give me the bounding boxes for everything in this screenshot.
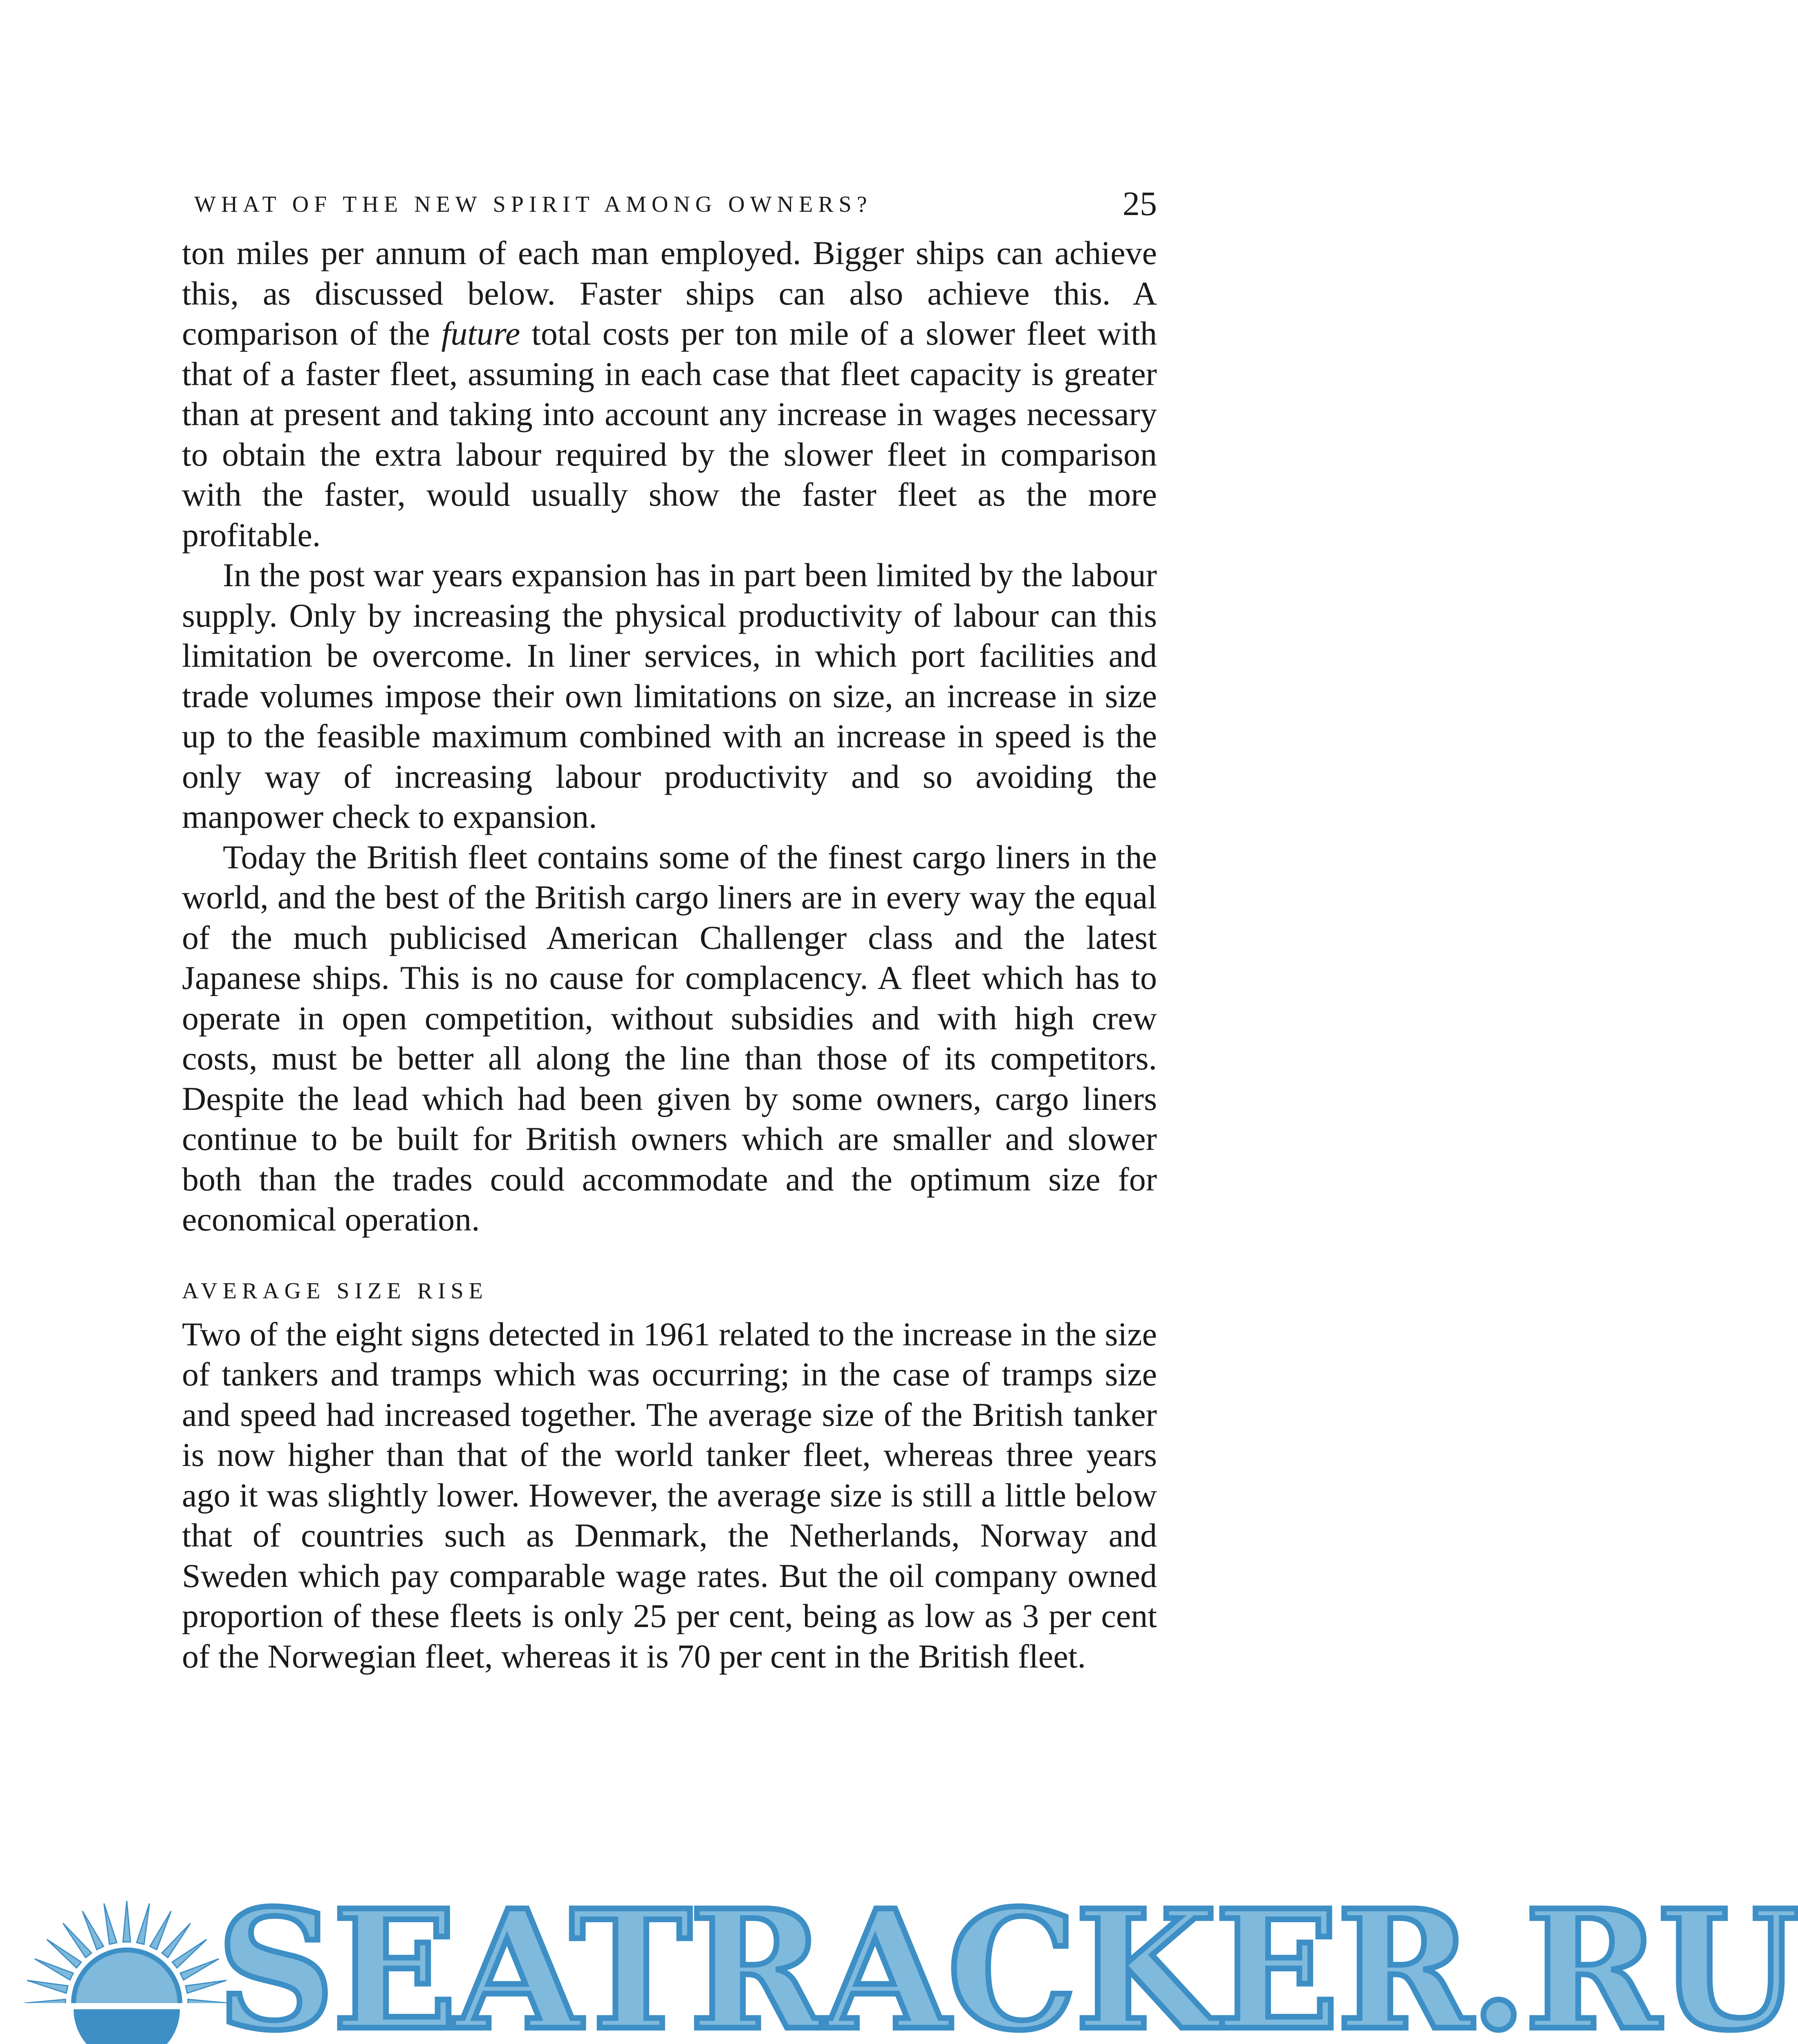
watermark <box>25 1868 1798 2044</box>
running-title: WHAT OF THE NEW SPIRIT AMONG OWNERS? <box>194 192 872 217</box>
page-number: 25 <box>1123 185 1157 223</box>
paragraph-1-part-a: ton miles per annum of each man employed. Bigger ships can achieve this, as discussed below. Faster ships can also achieve this. A comparison of the <box>182 234 1157 352</box>
sun-ray <box>25 1999 65 2007</box>
paragraph-3: Today the British fleet contains some of the finest cargo liners in the world, and the best of the British cargo liners are in every way the equal of the much publicised American Challenger class and the latest Japanese ships. This is no cause for complacency. A fleet which has to operate in open competition, without subsidies and with high crew costs, must be better all along the line than those of its competitors. Despite the lead which had been given by some owners, cargo liners continue to be built for British owners which are smaller and slower both than the trades could accommodate and the optimum size for economical operation. <box>182 838 1157 1238</box>
sun-ray <box>27 1980 68 1993</box>
sun-ray <box>47 2038 81 2044</box>
sun-icon <box>25 1868 229 2044</box>
sun-ray <box>35 1959 73 1980</box>
watermark-text: SEATRACKER.RU <box>217 1874 1798 2044</box>
paragraph-1 <box>182 233 1157 555</box>
running-head <box>182 184 1157 233</box>
sun-ray <box>104 1903 117 1944</box>
paragraph-1-part-b: total costs per ton mile of a slower fleet with that of a faster fleet, assuming in each case that fleet capacity is greater than at present and taking into account any increase in wages necessary to obtain the extra labour required by the slower fleet in comparison with the faster, would usually show the faster fleet as the more profitable. <box>182 315 1157 554</box>
sun-ray <box>27 2013 68 2026</box>
sun-ray <box>35 2026 73 2044</box>
paragraph-1-emphasis: future <box>441 315 520 352</box>
sun-ray <box>137 1903 149 1944</box>
sun-ray <box>123 1901 131 1942</box>
sun-ray <box>180 2026 219 2044</box>
paragraph-4: Two of the eight signs detected in 1961 related to the increase in the size of tankers and tramps which was occurring; in the case of tramps size and speed had increased together. The average size of the British tanker is now higher than that of the world tanker fleet, whereas three years ago it was slightly lower. However, the average size is still a little below that of countries such as Denmark, the Netherlands, Norway and Sweden which pay comparable wage rates. But the oil company owned proportion of these fleets is only 25 per cent, being as low as 3 per cent of the Norwegian fleet, whereas it is 70 per cent in the British fleet. <box>182 1315 1157 1675</box>
sun-ray <box>180 1959 219 1980</box>
sun-ray <box>172 2038 206 2044</box>
paragraph-2: In the post war years expansion has in part been limited by the labour supply. Only by increasing the physical productivity of labour can this limitation be overcome. In liner services, in which port facilities and trade volumes impose their own limitations on size, an increase in size up to the feasible maximum combined with an increase in speed is the only way of increasing labour productivity and so avoiding the manpower check to expansion. <box>182 556 1157 835</box>
sun-ray <box>150 1911 171 1950</box>
sun-ray <box>83 1911 104 1950</box>
book-page <box>182 184 1157 1676</box>
section-heading: AVERAGE SIZE RISE <box>182 1278 488 1304</box>
